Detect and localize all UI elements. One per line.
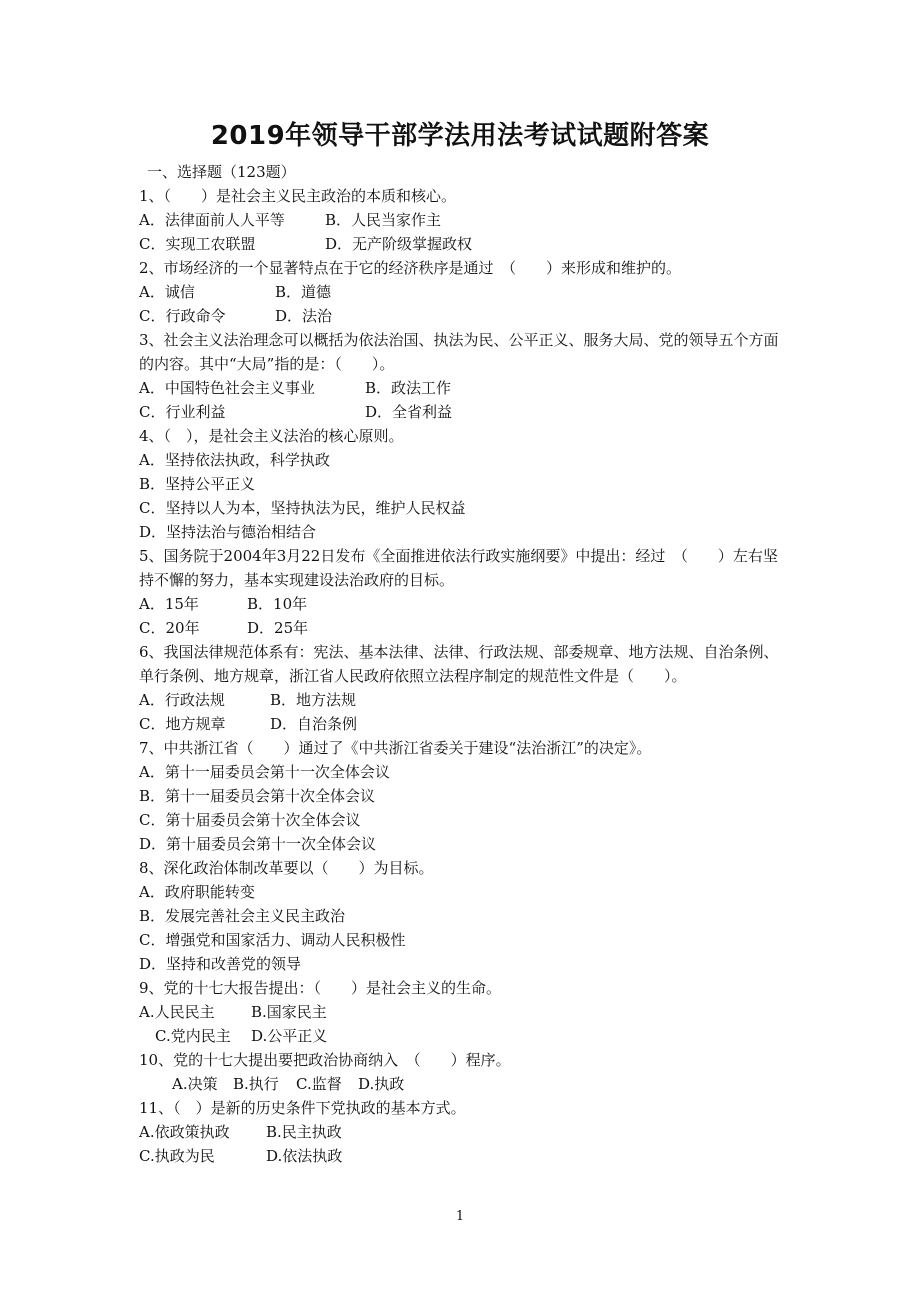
option-row [139,616,789,640]
option-row [139,520,789,544]
option-c: C．行业利益 [139,403,226,421]
option-row [139,592,789,616]
option-row [139,1000,789,1024]
question-6 [139,640,789,736]
option-b: B．地方法规 [270,691,357,709]
option-row [139,880,789,904]
option-b: B．道德 [275,283,332,301]
option-row [139,208,789,232]
option-a: A.依政策执政 [139,1123,230,1141]
option-a: A.决策 [172,1075,218,1093]
question-8 [139,856,789,976]
option-row [139,304,789,328]
option-row [139,928,789,952]
option-c: C.监督 [296,1075,342,1093]
option-d: D．25年 [247,619,309,637]
question-9 [139,976,789,1048]
option-b: B.民主执政 [266,1123,342,1141]
option-b: B.国家民主 [251,1003,327,1021]
question-3 [139,328,789,424]
option-row [139,232,789,256]
option-a: A．行政法规 [139,691,225,709]
option-c: C.党内民主 [155,1027,231,1045]
section-heading: 一、选择题（123题） [147,163,296,181]
question-stem: 11、（ ）是新的历史条件下党执政的基本方式。 [139,1099,466,1117]
question-list [139,184,789,1168]
question-stem: 9、党的十七大报告提出：（ ）是社会主义的生命。 [139,979,502,997]
option-c: C．行政命令 [139,307,226,325]
option-b: B．坚持公平正义 [139,475,256,493]
option-c: C．实现工农联盟 [139,235,256,253]
option-row [139,496,789,520]
option-c: C．增强党和国家活力、调动人民积极性 [139,931,406,949]
option-b: B．政法工作 [365,379,452,397]
option-d: D．全省利益 [365,403,453,421]
option-b: B．10年 [247,595,308,613]
option-d: D．第十届委员会第十一次全体会议 [139,835,377,853]
question-1 [139,184,789,256]
option-row [139,904,789,928]
option-row [139,1144,789,1168]
option-d: D．自治条例 [270,715,358,733]
option-row [139,760,789,784]
document-title: 2019年领导干部学法用法考试试题附答案 [210,121,710,151]
question-stem: 1、（ ）是社会主义民主政治的本质和核心。 [139,187,457,205]
question-2 [139,256,789,328]
option-row [139,712,789,736]
question-stem: 5、国务院于2004年3月22日发布《全面推进依法行政实施纲要》中提出：经过 （ ）左右坚持不懈的努力，基本实现建设法治政府的目标。 [139,547,778,589]
option-a: A．法律面前人人平等 [139,211,285,229]
page-number: 1 [455,1209,465,1224]
option-a: A．坚持依法执政，科学执政 [139,451,330,469]
question-5 [139,544,789,640]
option-d: D.执政 [358,1075,405,1093]
option-row [139,376,789,400]
option-row [139,808,789,832]
option-d: D．坚持和改善党的领导 [139,955,302,973]
option-row [139,400,789,424]
option-b: B．发展完善社会主义民主政治 [139,907,346,925]
option-c: C．地方规章 [139,715,226,733]
option-d: D.依法执政 [266,1147,343,1165]
option-d: D．无产阶级掌握政权 [325,235,473,253]
option-row [139,952,789,976]
question-stem: 4、（ ），是社会主义法治的核心原则。 [139,427,404,445]
question-stem: 10、党的十七大提出要把政治协商纳入 （ ）程序。 [139,1051,511,1069]
option-row [139,280,789,304]
option-a: A．政府职能转变 [139,883,255,901]
question-stem: 7、中共浙江省（ ）通过了《中共浙江省委关于建设“法治浙江”的决定》。 [139,739,652,757]
option-d: D．法治 [275,307,333,325]
option-a: A.人民民主 [139,1003,215,1021]
option-row [139,832,789,856]
option-d: D.公平正义 [251,1027,328,1045]
option-row [139,472,789,496]
option-row [139,1024,789,1048]
question-stem: 2、市场经济的一个显著特点在于它的经济秩序是通过 （ ）来形成和维护的。 [139,259,682,277]
option-row [139,688,789,712]
option-b: B.执行 [233,1075,279,1093]
question-stem: 8、深化政治体制改革要以（ ）为目标。 [139,859,434,877]
option-a: A．15年 [139,595,199,613]
option-a: A．中国特色社会主义事业 [139,379,315,397]
question-stem: 6、我国法律规范体系有：宪法、基本法律、法律、行政法规、部委规章、地方法规、自治条例、单行条例、地方规章，浙江省人民政府依照立法程序制定的规范性文件是（ ）。 [139,643,779,685]
option-a: A．诚信 [139,283,195,301]
option-d: D．坚持法治与德治相结合 [139,523,317,541]
option-row [139,1072,789,1096]
option-b: B．人民当家作主 [325,211,442,229]
option-a: A．第十一届委员会第十一次全体会议 [139,763,390,781]
option-row [139,1120,789,1144]
option-row [139,784,789,808]
question-7 [139,736,789,856]
question-stem: 3、社会主义法治理念可以概括为依法治国、执法为民、公平正义、服务大局、党的领导五个方面的内容。其中“大局”指的是：（ ）。 [139,331,779,373]
question-10 [139,1048,789,1096]
option-c: C．坚持以人为本，坚持执法为民，维护人民权益 [139,499,466,517]
option-c: C.执政为民 [139,1147,215,1165]
option-c: C．20年 [139,619,200,637]
option-c: C．第十届委员会第十次全体会议 [139,811,361,829]
question-4 [139,424,789,544]
question-11 [139,1096,789,1168]
option-row [139,448,789,472]
option-b: B．第十一届委员会第十次全体会议 [139,787,376,805]
